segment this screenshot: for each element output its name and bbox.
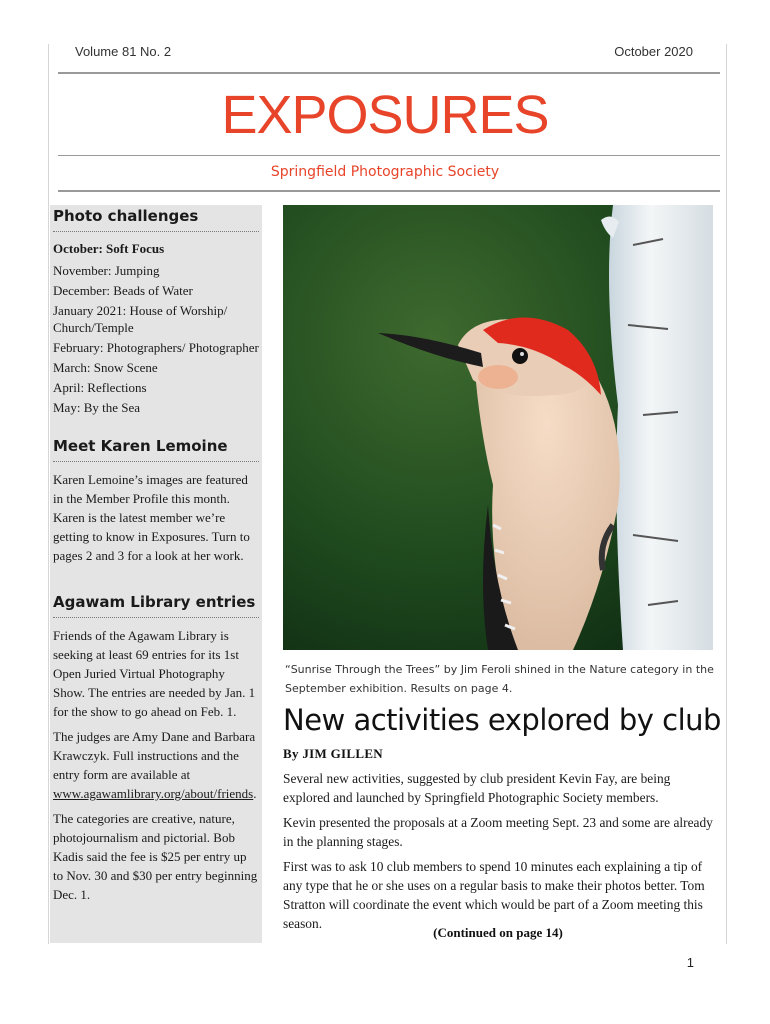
challenge-item: April: Reflections (53, 380, 147, 395)
dotted-divider (53, 231, 259, 232)
member-heading: Meet Karen Lemoine (53, 437, 228, 455)
challenge-item: March: Snow Scene (53, 360, 158, 375)
woodpecker-image (283, 205, 713, 650)
library-text: The judges are Amy Dane and Barbara Krawczyk. Full instructions and the entry form are available at (53, 729, 256, 782)
current-challenge: October: Soft Focus (53, 241, 165, 256)
issue-date: October 2020 (614, 44, 693, 59)
article-paragraph: First was to ask 10 club members to spend 10 minutes each explaining a tip of any type that he or she uses on a regular basis to make their photos better. Tom Stratton will coordinate the event which would be part of a Zoom meeting this season. (283, 859, 705, 931)
volume-number: Volume 81 No. 2 (75, 44, 172, 59)
article-byline: By JIM GILLEN (283, 746, 383, 761)
library-paragraph (53, 727, 259, 803)
challenge-item: January 2021: House of Worship/ Church/Temple (53, 303, 228, 335)
library-link[interactable]: www.agawamlibrary.org/about/friends (53, 786, 254, 801)
library-text: . (253, 786, 257, 801)
article-body (283, 769, 719, 939)
masthead-rule (58, 155, 720, 156)
library-heading: Agawam Library entries (53, 593, 256, 611)
dotted-divider (53, 461, 259, 462)
page-number: 1 (686, 955, 694, 970)
member-section (53, 437, 259, 568)
challenge-item: February: Photographers/ Photographer (53, 340, 259, 355)
photo-challenges-section (53, 207, 259, 419)
library-paragraph: Friends of the Agawam Library is seeking at least 69 entries for its 1st Open Juried Virtual Photography Show. The entries are needed by Jan. 1 for the show to go ahead on Feb. 1. (53, 628, 256, 719)
photo-caption: “Sunrise Through the Trees” by Jim Feroli shined in the Nature category in the September exhibition. Results on page 4. (285, 663, 714, 695)
challenge-item: May: By the Sea (53, 400, 141, 415)
member-text: Karen Lemoine’s images are featured in the Member Profile this month. Karen is the latest member we’re getting to know in Exposures. Turn to pages 2 and 3 for a look at her work. (53, 472, 250, 563)
challenge-item: November: Jumping (53, 263, 160, 278)
library-section (53, 593, 259, 907)
dotted-divider (53, 617, 259, 618)
continued-note: (Continued on page 14) (433, 925, 563, 940)
challenge-item: December: Beads of Water (53, 283, 193, 298)
library-paragraph: The categories are creative, nature, photojournalism and pictorial. Bob Kadis said the fee is $25 per entry up to Nov. 30 and $30 per entry beginning Dec. 1. (53, 811, 258, 902)
photo-challenges-heading: Photo challenges (53, 207, 199, 225)
article-paragraph: Several new activities, suggested by club president Kevin Fay, are being explored and launched by Springfield Photographic Society members. (283, 771, 671, 805)
sidebar (50, 205, 262, 943)
article-paragraph: Kevin presented the proposals at a Zoom meeting Sept. 23 and some are already in the planning stages. (283, 815, 713, 849)
masthead-title: EXPOSURES (221, 85, 549, 145)
article-headline: New activities explored by club (283, 703, 721, 737)
woodpecker-photo (283, 205, 713, 650)
header-rule (58, 72, 720, 74)
society-name: Springfield Photographic Society (270, 164, 500, 180)
subtitle-rule (58, 190, 720, 192)
